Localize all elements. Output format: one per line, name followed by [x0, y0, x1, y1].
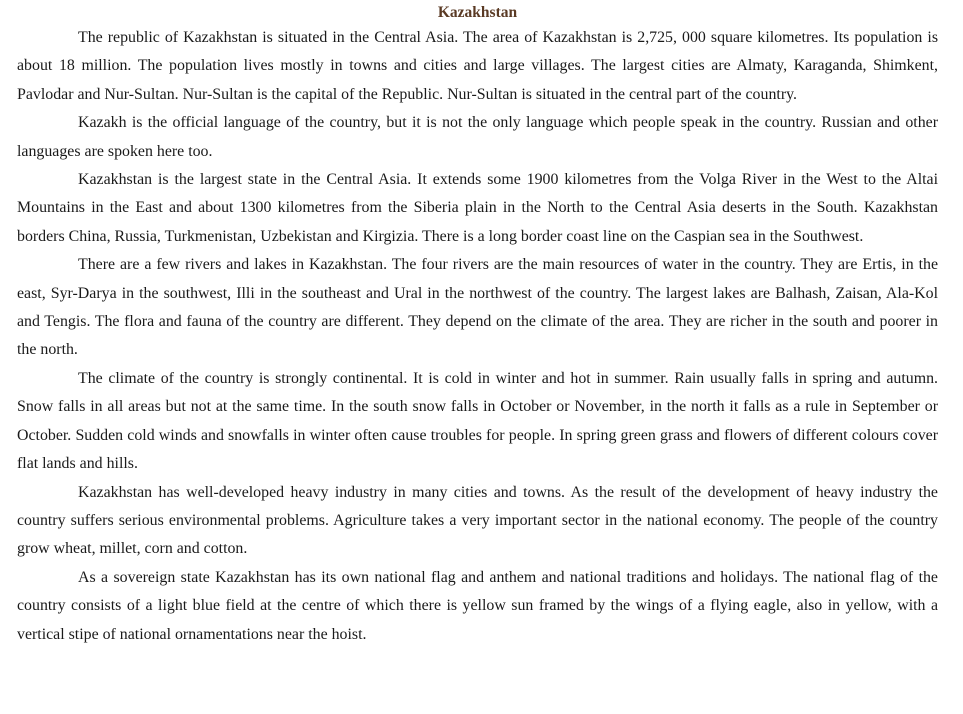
document-title: Kazakhstan: [437, 4, 518, 21]
paragraph-national-symbols: As a sovereign state Kazakhstan has its own national flag and anthem and national traditions and holidays. The national flag of the country consists of a light blue field at the centre of which there is yellow sun framed by the wings of a flying eagle, also in yellow, with a vertical stipe of national ornamentations near the hoist.: [17, 568, 938, 643]
paragraph-extent-borders: Kazakhstan is the largest state in the Central Asia. It extends some 1900 kilometres from the Volga River in the West to the Altai Mountains in the East and about 1300 kilometres from the Siberia plain in the North to the Central Asia deserts in the South. Kazakhstan borders China, Russia, Turkmenistan, Uzbekistan and Kirgizia. There is a long border coast line on the Caspian sea in the Southwest.: [17, 171, 938, 245]
paragraph-geography-overview: The republic of Kazakhstan is situated in the Central Asia. The area of Kazakhstan is 2,725, 000 square kilometres. Its population is about 18 million. The population lives mostly in towns and cities and large villages. The largest cities are Almaty, Karaganda, Shimkent, Pavlodar and Nur-Sultan. Nur-Sultan is the capital of the Republic. Nur-Sultan is situated in the central part of the country.: [17, 29, 938, 103]
paragraph-rivers-lakes: There are a few rivers and lakes in Kazakhstan. The four rivers are the main resources of water in the country. They are Ertis, in the east, Syr-Darya in the southwest, Illi in the southeast and Ural in the northwest of the country. The largest lakes are Balhash, Zaisan, Ala-Kol and Tengis. The flora and fauna of the country are different. They depend on the climate of the area. They are richer in the south and poorer in the north.: [17, 256, 938, 359]
paragraph-climate: The climate of the country is strongly continental. It is cold in winter and hot in summer. Rain usually falls in spring and autumn. Snow falls in all areas but not at the same time. In the south snow falls in October or November, in the north it falls as a rule in September or October. Sudden cold winds and snowfalls in winter often cause troubles for people. In spring green grass and flowers of different colours cover flat lands and hills.: [17, 369, 938, 473]
document-page: [17, 3, 938, 649]
paragraph-industry: Kazakhstan has well-developed heavy industry in many cities and towns. As the result of the development of heavy industry the country suffers serious environmental problems. Agriculture takes a very important sector in the national economy. The people of the country grow wheat, millet, corn and cotton.: [17, 483, 938, 558]
paragraph-language: Kazakh is the official language of the country, but it is not the only language which people speak in the country. Russian and other languages are spoken here too.: [17, 114, 938, 160]
